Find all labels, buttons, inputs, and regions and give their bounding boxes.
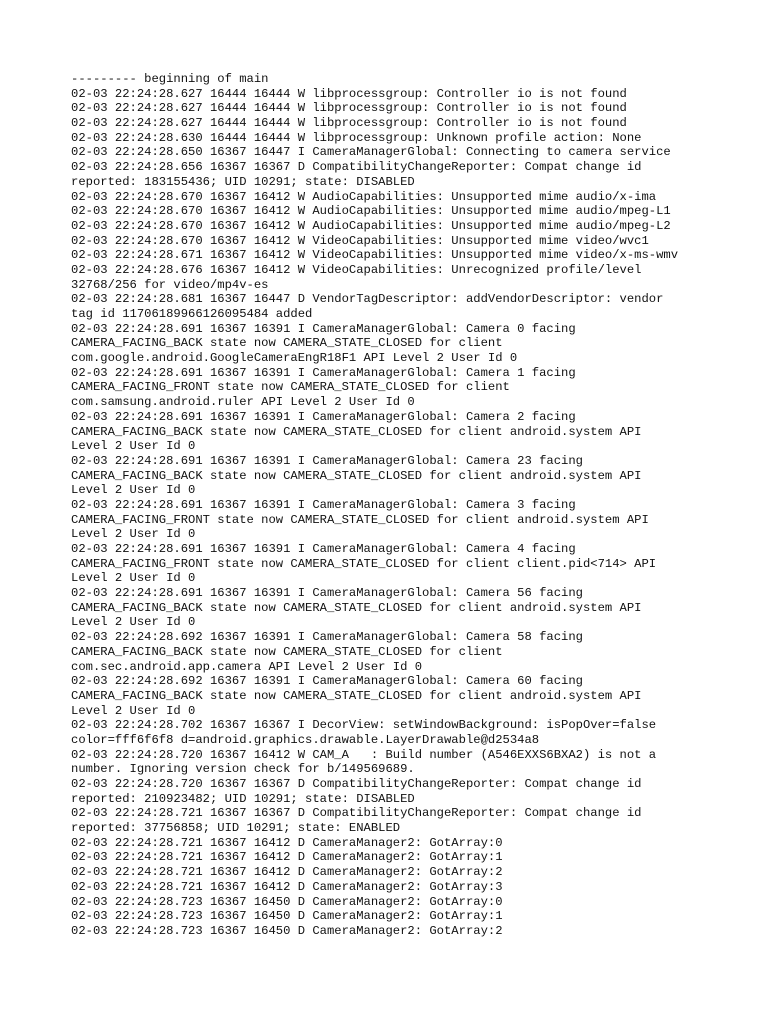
log-line: CAMERA_FACING_BACK state now CAMERA_STATE_CLOSED for client xyxy=(71,336,503,351)
log-line: 02-03 22:24:28.676 16367 16412 W VideoCapabilities: Unrecognized profile/level xyxy=(71,262,642,277)
log-line: reported: 183155436; UID 10291; state: DISABLED xyxy=(71,174,415,189)
log-line: 02-03 22:24:28.670 16367 16412 W AudioCapabilities: Unsupported mime audio/mpeg-L1 xyxy=(71,204,671,219)
log-line: 02-03 22:24:28.670 16367 16412 W AudioCapabilities: Unsupported mime audio/mpeg-L2 xyxy=(71,218,671,233)
log-line: com.google.android.GoogleCameraEngR18F1 API Level 2 User Id 0 xyxy=(71,351,518,366)
log-line: com.sec.android.app.camera API Level 2 User Id 0 xyxy=(71,659,423,674)
log-lines xyxy=(71,72,761,939)
log-line: Level 2 User Id 0 xyxy=(71,615,196,630)
log-document xyxy=(71,72,761,939)
log-line: 02-03 22:24:28.691 16367 16391 I CameraManagerGlobal: Camera 23 facing xyxy=(71,453,583,468)
log-line: 32768/256 for video/mp4v-es xyxy=(71,277,269,292)
log-line: CAMERA_FACING_BACK state now CAMERA_STATE_CLOSED for client android.system API xyxy=(71,468,642,483)
log-line: Level 2 User Id 0 xyxy=(71,703,196,718)
log-line: number. Ignoring version check for b/149569689. xyxy=(71,762,415,777)
log-line: CAMERA_FACING_BACK state now CAMERA_STATE_CLOSED for client android.system API xyxy=(71,424,642,439)
log-line: 02-03 22:24:28.691 16367 16391 I CameraManagerGlobal: Camera 56 facing xyxy=(71,586,583,601)
log-line: CAMERA_FACING_BACK state now CAMERA_STATE_CLOSED for client xyxy=(71,644,503,659)
log-line: 02-03 22:24:28.691 16367 16391 I CameraManagerGlobal: Camera 4 facing xyxy=(71,542,576,556)
log-line: 02-03 22:24:28.630 16444 16444 W libprocessgroup: Unknown profile action: None xyxy=(71,130,642,145)
log-line: 02-03 22:24:28.721 16367 16367 D CompatibilityChangeReporter: Compat change id xyxy=(71,806,642,821)
log-line: CAMERA_FACING_FRONT state now CAMERA_STATE_CLOSED for client xyxy=(71,380,510,395)
log-line: Level 2 User Id 0 xyxy=(71,527,196,542)
log-line: 02-03 22:24:28.691 16367 16391 I CameraManagerGlobal: Camera 1 facing xyxy=(71,365,576,380)
log-line: 02-03 22:24:28.691 16367 16391 I CameraManagerGlobal: Camera 2 facing xyxy=(71,409,576,424)
log-line: 02-03 22:24:28.671 16367 16412 W VideoCapabilities: Unsupported mime video/x-ms-wmv xyxy=(71,248,679,263)
log-line: 02-03 22:24:28.721 16367 16412 D CameraManager2: GotArray:1 xyxy=(71,850,503,865)
log-line: 02-03 22:24:28.627 16444 16444 W libprocessgroup: Controller io is not found xyxy=(71,101,627,116)
log-line: com.samsung.android.ruler API Level 2 User Id 0 xyxy=(71,395,415,410)
log-line: 02-03 22:24:28.702 16367 16367 I DecorView: setWindowBackground: isPopOver=false xyxy=(71,718,657,733)
log-line: reported: 37756858; UID 10291; state: ENABLED xyxy=(71,821,401,836)
log-line: 02-03 22:24:28.721 16367 16412 D CameraManager2: GotArray:2 xyxy=(71,865,503,880)
log-line: 02-03 22:24:28.627 16444 16444 W libprocessgroup: Controller io is not found xyxy=(71,116,627,131)
log-line: 02-03 22:24:28.692 16367 16391 I CameraManagerGlobal: Camera 58 facing xyxy=(71,630,583,645)
log-line: 02-03 22:24:28.691 16367 16391 I CameraManagerGlobal: Camera 0 facing xyxy=(71,321,576,336)
log-line: 02-03 22:24:28.723 16367 16450 D CameraManager2: GotArray:0 xyxy=(71,894,503,909)
log-line: Level 2 User Id 0 xyxy=(71,483,196,498)
log-line: 02-03 22:24:28.681 16367 16447 D VendorTagDescriptor: addVendorDescriptor: vendor xyxy=(71,292,664,307)
log-line: 02-03 22:24:28.691 16367 16391 I CameraManagerGlobal: Camera 3 facing xyxy=(71,497,576,512)
log-line: 02-03 22:24:28.670 16367 16412 W VideoCapabilities: Unsupported mime video/wvc1 xyxy=(71,233,649,248)
log-line: color=fff6f6f8 d=android.graphics.drawable.LayerDrawable@d2534a8 xyxy=(71,732,540,747)
log-line: 02-03 22:24:28.650 16367 16447 I CameraManagerGlobal: Connecting to camera service xyxy=(71,145,671,160)
log-line: 02-03 22:24:28.723 16367 16450 D CameraManager2: GotArray:2 xyxy=(71,923,503,938)
log-line: 02-03 22:24:28.720 16367 16412 W CAM_A : Build number (A546EXXS6BXA2) is not a xyxy=(71,747,657,762)
log-header-line: --------- beginning of main xyxy=(71,72,269,86)
log-line: CAMERA_FACING_FRONT state now CAMERA_STATE_CLOSED for client android.system API xyxy=(71,512,649,527)
log-line: 02-03 22:24:28.720 16367 16367 D CompatibilityChangeReporter: Compat change id xyxy=(71,777,642,791)
log-line: 02-03 22:24:28.721 16367 16412 D CameraManager2: GotArray:3 xyxy=(71,879,503,894)
log-line: 02-03 22:24:28.723 16367 16450 D CameraManager2: GotArray:1 xyxy=(71,909,503,924)
log-line: 02-03 22:24:28.656 16367 16367 D CompatibilityChangeReporter: Compat change id xyxy=(71,160,642,175)
log-line: reported: 210923482; UID 10291; state: DISABLED xyxy=(71,791,415,806)
log-line: CAMERA_FACING_BACK state now CAMERA_STATE_CLOSED for client android.system API xyxy=(71,688,642,703)
log-line: Level 2 User Id 0 xyxy=(71,571,196,586)
log-line: CAMERA_FACING_BACK state now CAMERA_STATE_CLOSED for client android.system API xyxy=(71,600,642,615)
log-line: tag id 11706189966126095484 added xyxy=(71,307,313,321)
log-line: 02-03 22:24:28.692 16367 16391 I CameraManagerGlobal: Camera 60 facing xyxy=(71,674,583,689)
log-line: Level 2 User Id 0 xyxy=(71,439,196,454)
log-line: 02-03 22:24:28.721 16367 16412 D CameraManager2: GotArray:0 xyxy=(71,835,503,850)
log-line: 02-03 22:24:28.627 16444 16444 W libprocessgroup: Controller io is not found xyxy=(71,86,627,101)
log-line: CAMERA_FACING_FRONT state now CAMERA_STATE_CLOSED for client client.pid<714> API xyxy=(71,556,657,571)
log-line: 02-03 22:24:28.670 16367 16412 W AudioCapabilities: Unsupported mime audio/x-ima xyxy=(71,189,657,204)
